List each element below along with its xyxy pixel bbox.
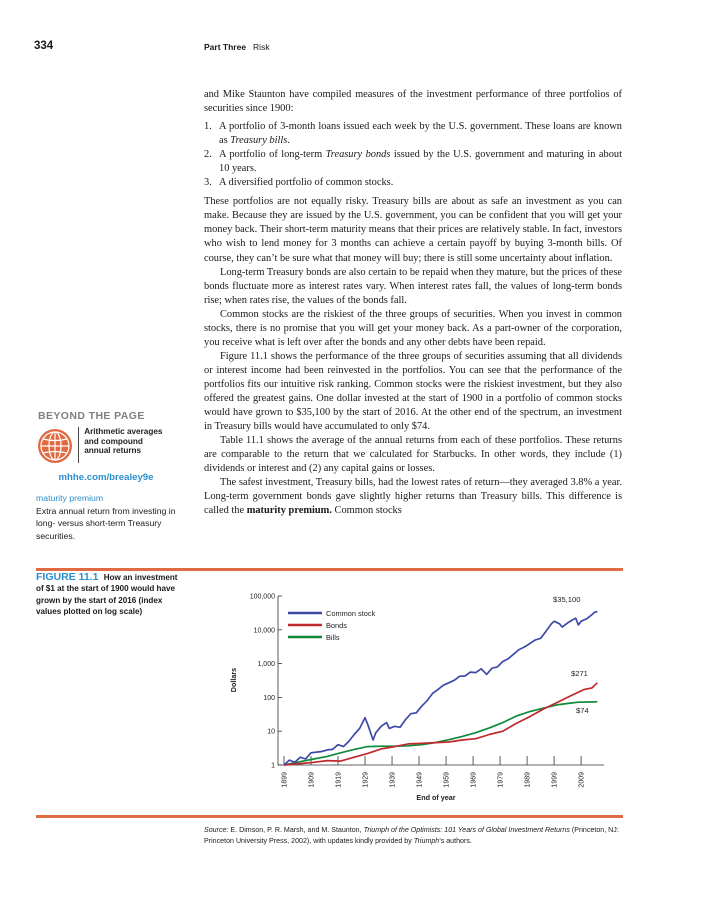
x-tick-label: 1959: [443, 772, 451, 788]
x-tick-label: 1949: [416, 772, 424, 788]
x-tick-label: 1899: [281, 772, 289, 788]
end-label-common-stock: $35,100: [553, 595, 581, 604]
y-tick-label: 100,000: [249, 593, 275, 601]
x-axis-label: End of year: [416, 793, 456, 802]
list-item: 1. A portfolio of 3-month loans issued each week by the U.S. government. These loans are known as Treasury bills.: [204, 121, 622, 147]
figure-caption: [36, 572, 186, 618]
paragraph: Table 11.1 shows the average of the annual returns from each of these portfolios. These returns are comparable to the return that we calculated for Starbucks. In other words, they include (1) dividends or interest and (2) any capital gains or losses.: [204, 435, 622, 475]
margin-definition-text: Extra annual return from investing in long- versus short-term Treasury securities.: [36, 506, 176, 541]
paragraph: Long-term Treasury bonds are also certain to be repaid when they mature, but the prices of these bonds fluctuate more as interest rates vary. When interest rates fall, the values of long-term bonds rise; when rates rise, the values of the bonds fall.: [204, 266, 622, 306]
series-line-bonds: [284, 683, 597, 765]
globe-icon: [36, 427, 74, 465]
beyond-the-page-box: [36, 410, 188, 483]
growth-chart: [196, 574, 616, 810]
x-tick-label: 1969: [470, 772, 478, 788]
legend: [288, 609, 376, 642]
y-tick-label: 1: [271, 762, 275, 770]
divider: [78, 427, 79, 463]
beyond-the-page-link[interactable]: mhhe.com/brealey9e: [58, 472, 154, 483]
x-tick-label: 2009: [578, 772, 586, 788]
x-tick-label: 1979: [497, 772, 505, 788]
end-label-bills: $74: [576, 706, 589, 715]
paragraph: These portfolios are not equally risky. Treasury bills are about as safe an investment as you can make. Because they are issued by the U.S. government, you can be confident that you will get your money back. Their short-term maturity means that their prices are relatively stable. In fact, investors who wish to lend money for 3 months can achieve a certain payoff by buying 3-month bills. Of course, they can’t be sure what that money will buy; there is still some uncertainty about inflation.: [204, 196, 622, 264]
margin-term: maturity premium: [36, 493, 104, 503]
y-tick-label: 100: [263, 694, 275, 702]
portfolio-list: [204, 120, 622, 190]
paragraph: Common stocks are the riskiest of the three groups of securities. When you invest in common stocks, there is no promise that you will get your money back. As a part-owner of the corporation, you receive what is left over after the bonds and any other debts have been repaid.: [204, 308, 622, 348]
x-tick-label: 1939: [389, 772, 397, 788]
y-tick-label: 10,000: [253, 627, 275, 635]
term-maturity-premium: maturity premium.: [246, 505, 332, 517]
figure-rule-top: [36, 568, 623, 571]
x-tick-label: 1909: [308, 772, 316, 788]
y-axis-label: Dollars: [229, 667, 238, 693]
y-tick-label: 10: [267, 728, 275, 736]
figure-caption-text: How an investment of $1 at the start of 1900 would have grown by the start of 2016 (index values plotted on log scale): [36, 573, 178, 617]
margin-definition: [36, 492, 186, 542]
figure-rule-bottom: [36, 815, 623, 818]
paragraph: The safest investment, Treasury bills, had the lowest rates of return—they averaged 3.8% a year. Long-term government bonds gave slightly higher returns than Treasury bills. This difference is called the maturity premium. Common stocks: [204, 477, 622, 517]
section-label: Risk: [253, 42, 270, 52]
list-item: 2. A portfolio of long-term Treasury bonds issued by the U.S. government and maturing in about 10 years.: [204, 149, 622, 175]
x-tick-label: 1999: [551, 772, 559, 788]
page-number: 334: [34, 40, 54, 52]
figure-label: FIGURE 11.1: [36, 571, 99, 583]
part-label: Part Three: [204, 42, 247, 52]
legend-label-bills: Bills: [326, 633, 340, 642]
legend-label-common-stock: Common stock: [326, 609, 376, 618]
legend-label-bonds: Bonds: [326, 621, 347, 630]
figure-source: Source: E. Dimson, P. R. Marsh, and M. Staunton, Triumph of the Optimists: 101 Years of Global Investment Returns (Princeton, NJ: Princeton University Press, 2002), with updates kindly provided by Triumph’s authors.: [204, 826, 619, 846]
x-tick-label: 1989: [524, 772, 532, 788]
term-treasury-bonds: Treasury bonds: [325, 149, 391, 161]
beyond-the-page-topic: Arithmetic averages and compound annual returns: [84, 427, 163, 455]
paragraph: Figure 11.1 shows the performance of the three groups of securities assuming that all dividends or interest income had been reinvested in the portfolios. You can see that the performance of the portfolios fits our intuitive risk ranking. Common stocks were the riskiest investment, but they also offered the greatest gains. One dollar invested at the start of 1900 in a portfolio of common stocks would have grown to $35,100 by the start of 2016. At the other end of the spectrum, an investment in Treasury bills would have accumulated to only $74.: [204, 350, 622, 433]
running-head: [204, 42, 270, 52]
end-label-bonds: $271: [571, 669, 588, 678]
beyond-the-page-title: BEYOND THE PAGE: [38, 410, 145, 422]
list-item: 3. A diversified portfolio of common stocks.: [204, 177, 394, 189]
x-tick-label: 1919: [335, 772, 343, 788]
x-tick-label: 1929: [362, 772, 370, 788]
y-tick-label: 1,000: [257, 661, 275, 669]
body-text: [204, 88, 622, 518]
series-line-bills: [284, 702, 597, 765]
term-treasury-bills: Treasury bills: [230, 135, 288, 147]
intro-paragraph: and Mike Staunton have compiled measures of the investment performance of three portfolios of securities since 1900:: [204, 89, 622, 115]
